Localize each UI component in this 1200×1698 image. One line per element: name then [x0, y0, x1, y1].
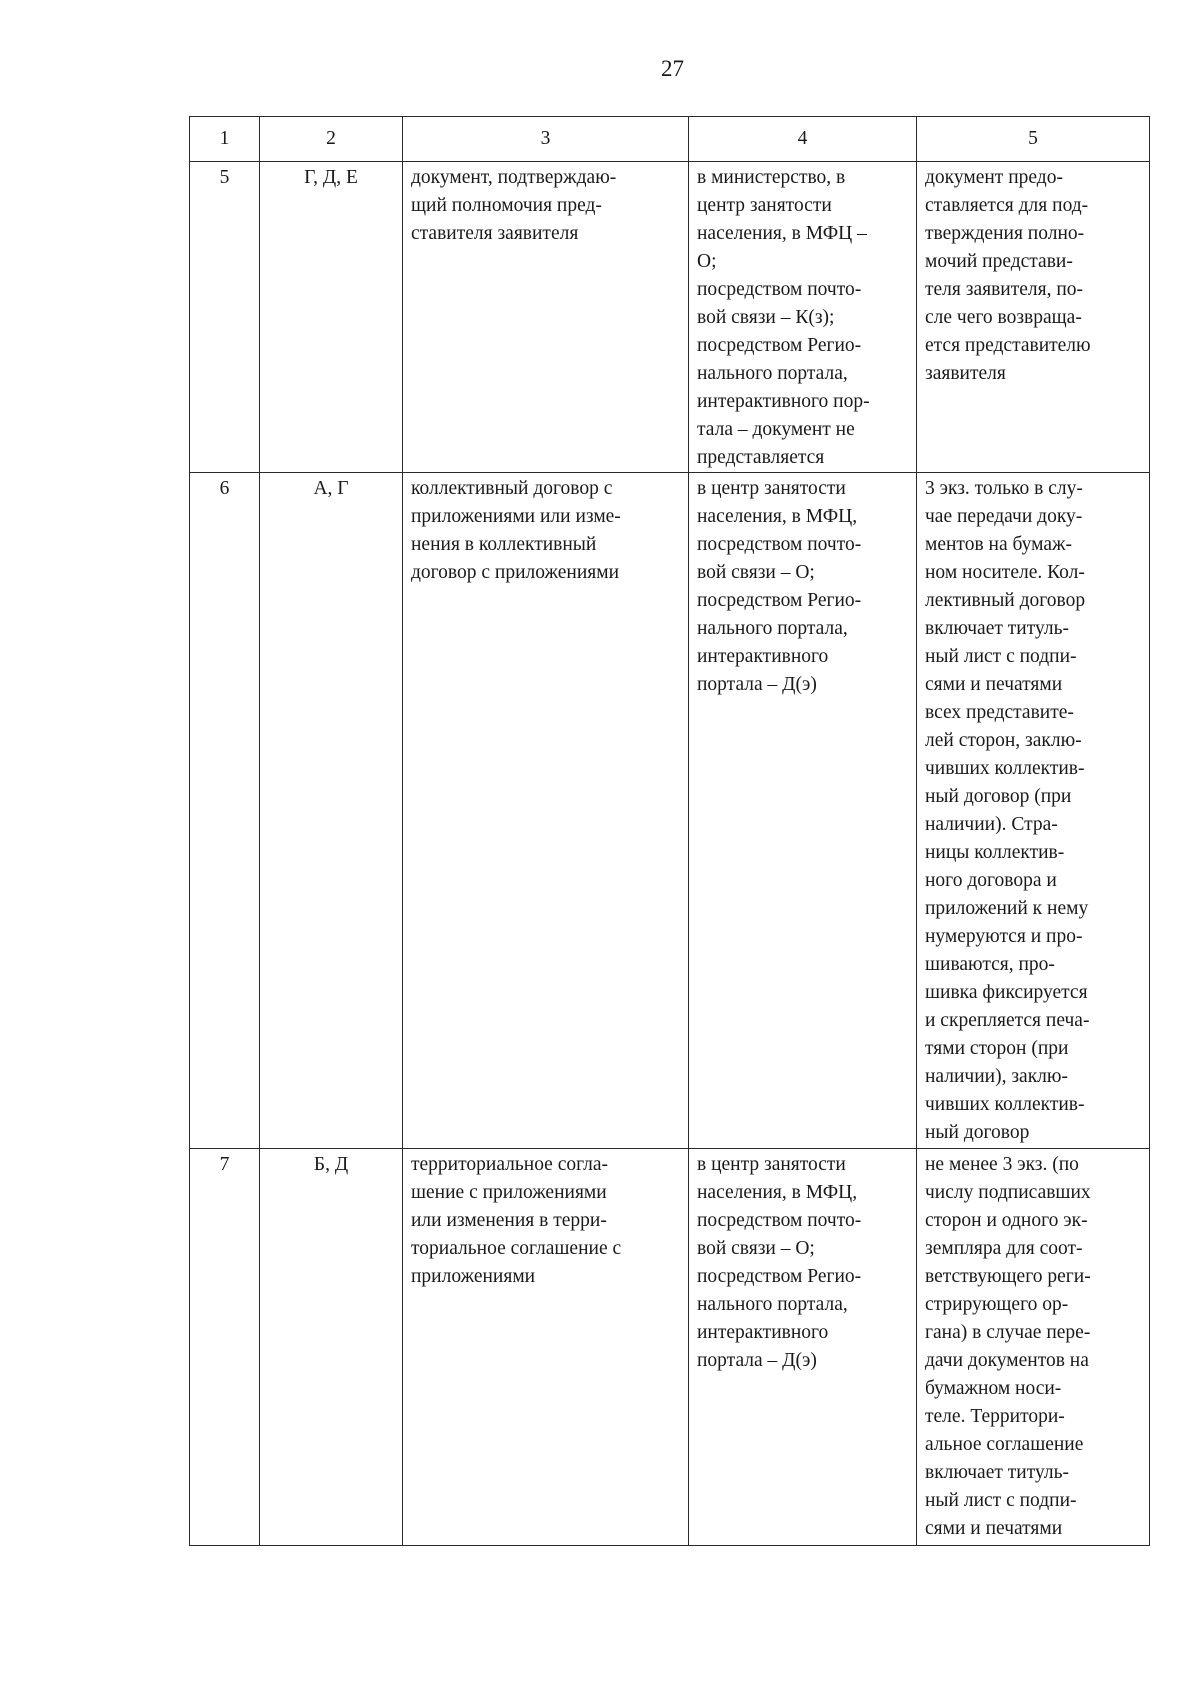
submission-method [689, 1149, 917, 1546]
document-name-text: документ, подтверждаю- щий полномочия пред- ставителя заявителя [411, 167, 617, 244]
applicant-groups: А, Г [260, 473, 403, 1149]
column-header: 3 [403, 117, 689, 162]
document-name [403, 1149, 689, 1546]
notes [917, 162, 1150, 473]
page-number: 27 [661, 56, 684, 81]
document-name [403, 162, 689, 473]
table-row [190, 1149, 1150, 1546]
column-header: 2 [260, 117, 403, 162]
column-header: 5 [917, 117, 1150, 162]
notes [917, 1149, 1150, 1546]
document-name-text: коллективный договор с приложениями или изме- нения в коллективный договор с приложениями [411, 478, 621, 583]
submission-method-text: в центр занятости населения, в МФЦ, посредством почто- вой связи – О; посредством Регио- нального портала, интерактивного портала – Д(э) [697, 478, 862, 695]
row-number: 7 [190, 1149, 260, 1546]
notes [917, 473, 1150, 1149]
column-header: 4 [689, 117, 917, 162]
table-row [190, 162, 1150, 473]
submission-method-text: в министерство, в центр занятости населения, в МФЦ – О; посредством почто- вой связи – К(з); посредством Регио- нального портала, интерактивного пор- тала – документ не представляется [697, 167, 870, 468]
column-header: 1 [190, 117, 260, 162]
table-header-row [190, 117, 1150, 162]
submission-method [689, 473, 917, 1149]
document-name-text: территориальное согла- шение с приложениями или изменения в терри- ториальное соглашение с приложениями [411, 1154, 622, 1287]
document-name [403, 473, 689, 1149]
notes-text: документ предо- ставляется для под- тверждения полно- мочий представи- теля заявителя, по- сле чего возвраща- ется представителю заявителя [925, 167, 1091, 384]
applicant-groups: Г, Д, Е [260, 162, 403, 473]
row-number: 6 [190, 473, 260, 1149]
applicant-groups: Б, Д [260, 1149, 403, 1546]
documents-table [189, 116, 1150, 1546]
notes-text: 3 экз. только в слу- чае передачи доку- ментов на бумаж- ном носителе. Кол- лективный договор включает титуль- ный лист с подпи- сями и печатями всех представите- лей сторон, заклю- чивших коллектив- ный договор (при наличии). Стра- ницы коллектив- ного договора и приложений к нему нумеруются и про- шиваются, про- шивка фиксируется и скрепляется печа- тями сторон (при наличии), заклю- чивших коллектив- ный договор [925, 478, 1090, 1143]
submission-method-text: в центр занятости населения, в МФЦ, посредством почто- вой связи – О; посредством Регио- нального портала, интерактивного портала – Д(э) [697, 1154, 862, 1371]
submission-method [689, 162, 917, 473]
table-row [190, 473, 1150, 1149]
row-number: 5 [190, 162, 260, 473]
notes-text: не менее 3 экз. (по числу подписавших сторон и одного эк- земпляра для соот- ветствующего реги- стрирующего ор- гана) в случае пере- дачи документов на бумажном носи- теле. Территори- альное соглашение включает титуль- ный лист с подпи- сями и печатями [925, 1154, 1091, 1539]
